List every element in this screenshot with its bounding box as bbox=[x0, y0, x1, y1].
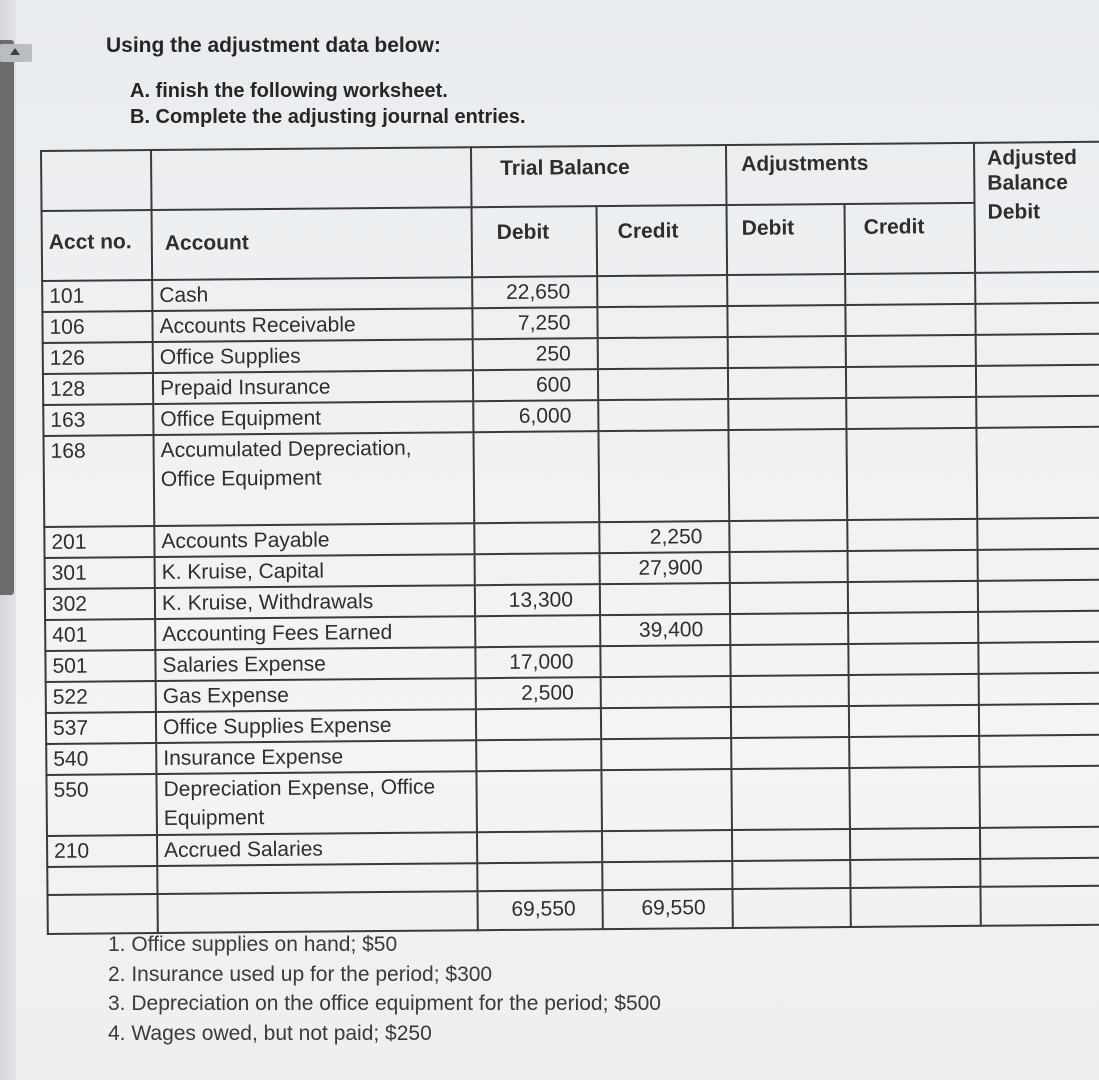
list-item: 2. Insurance used up for the period; $300 bbox=[108, 962, 493, 986]
tb-debit-cell[interactable] bbox=[475, 553, 600, 585]
totals-row bbox=[48, 886, 1099, 934]
table-row bbox=[43, 427, 1099, 527]
list-item: 1. Office supplies on hand; $50 bbox=[108, 933, 398, 956]
account-name-cell: Office Equipment bbox=[153, 401, 473, 435]
adj-credit-header: Credit bbox=[845, 203, 976, 274]
tb-debit-cell[interactable]: 600 bbox=[473, 369, 598, 401]
header-group-row bbox=[41, 142, 1099, 211]
adj-credit-cell[interactable] bbox=[849, 736, 979, 768]
adj-debit-cell[interactable] bbox=[731, 768, 850, 830]
adj-debit-cell[interactable] bbox=[730, 551, 848, 583]
adj-credit-cell[interactable] bbox=[846, 428, 977, 520]
atb-debit-cell[interactable] bbox=[978, 580, 1099, 612]
tb-debit-cell[interactable] bbox=[473, 431, 599, 523]
acct-no-cell: 128 bbox=[43, 373, 153, 405]
tb-debit-cell[interactable] bbox=[474, 522, 599, 554]
adj-credit-cell[interactable] bbox=[848, 581, 978, 613]
blank-cell[interactable] bbox=[732, 860, 850, 889]
adj-credit-cell[interactable] bbox=[845, 273, 975, 305]
account-name-cell: Office Supplies Expense bbox=[156, 709, 476, 743]
adj-credit-cell[interactable] bbox=[848, 643, 978, 675]
adj-debit-cell[interactable] bbox=[728, 336, 846, 368]
account-name-cell: Accrued Salaries bbox=[157, 832, 477, 866]
tb-debit-cell[interactable] bbox=[476, 739, 601, 771]
adj-debit-cell[interactable] bbox=[731, 706, 849, 738]
adj-credit-cell[interactable] bbox=[848, 612, 978, 644]
adjusted-debit-header: Debit bbox=[987, 200, 1041, 224]
acct-no-cell: 537 bbox=[46, 712, 156, 744]
list-item: 3. Depreciation on the office equipment for the period; $500 bbox=[108, 992, 661, 1015]
tb-credit-cell[interactable] bbox=[601, 769, 732, 831]
account-name-cell: Office Supplies bbox=[153, 339, 473, 373]
header-blank bbox=[41, 150, 152, 211]
tb-credit-cell[interactable] bbox=[601, 676, 731, 708]
tb-credit-cell[interactable]: 39,400 bbox=[600, 614, 730, 646]
acct-no-cell: 126 bbox=[43, 342, 153, 374]
adj-credit-total[interactable] bbox=[850, 887, 980, 927]
tb-credit-cell[interactable] bbox=[601, 738, 731, 770]
account-name-cell: Prepaid Insurance bbox=[153, 370, 473, 404]
list-item: 4. Wages owed, but not paid; $250 bbox=[108, 1021, 432, 1045]
header-column-row bbox=[42, 202, 1099, 281]
adj-debit-cell[interactable] bbox=[731, 675, 849, 707]
blank-cell[interactable] bbox=[477, 862, 602, 891]
tb-debit-total: 69,550 bbox=[477, 890, 602, 930]
acct-no-cell: 301 bbox=[45, 557, 155, 589]
tb-debit-cell[interactable]: 250 bbox=[473, 338, 598, 370]
adj-debit-cell[interactable] bbox=[730, 613, 848, 645]
account-name-cell: Accumulated Depreciation, Office Equipment bbox=[153, 432, 474, 526]
adj-debit-cell[interactable] bbox=[728, 398, 846, 430]
atb-debit-cell[interactable] bbox=[979, 673, 1099, 705]
account-header: Account bbox=[152, 207, 473, 280]
tb-credit-cell[interactable] bbox=[597, 275, 727, 307]
adj-debit-cell[interactable] bbox=[732, 829, 850, 861]
atb-debit-cell[interactable] bbox=[975, 272, 1099, 304]
adj-credit-cell[interactable] bbox=[846, 366, 976, 398]
adj-credit-cell[interactable] bbox=[845, 304, 975, 336]
blank-cell[interactable] bbox=[980, 858, 1099, 887]
adj-credit-cell[interactable] bbox=[849, 674, 979, 706]
account-name-cell: Accounts Payable bbox=[154, 523, 474, 557]
adjusted-balance-header bbox=[974, 142, 1099, 273]
atb-debit-cell[interactable] bbox=[976, 365, 1099, 397]
tb-credit-cell[interactable] bbox=[598, 430, 729, 522]
adj-credit-cell[interactable] bbox=[846, 397, 976, 429]
blank-cell[interactable] bbox=[850, 859, 980, 888]
blank-cell bbox=[157, 891, 477, 933]
tb-debit-cell[interactable] bbox=[475, 615, 600, 647]
adj-credit-cell[interactable] bbox=[846, 335, 976, 367]
adj-debit-cell[interactable] bbox=[731, 737, 849, 769]
tb-debit-cell[interactable]: 2,500 bbox=[476, 677, 601, 709]
acct-no-cell: 101 bbox=[42, 280, 152, 312]
tb-credit-cell[interactable] bbox=[600, 583, 730, 615]
account-name-cell: Accounts Receivable bbox=[152, 308, 472, 342]
account-name-cell: Accounting Fees Earned bbox=[155, 616, 475, 650]
tb-debit-cell[interactable] bbox=[476, 770, 602, 832]
adj-debit-cell[interactable] bbox=[729, 520, 847, 552]
tb-debit-cell[interactable]: 13,300 bbox=[475, 584, 600, 616]
acct-no-cell: 540 bbox=[46, 743, 156, 775]
tb-credit-cell[interactable] bbox=[602, 830, 732, 862]
blank-cell bbox=[48, 894, 158, 934]
adj-debit-cell[interactable] bbox=[730, 644, 848, 676]
account-name-cell: Depreciation Expense, Office Equipment bbox=[156, 771, 477, 835]
tb-debit-cell[interactable]: 7,250 bbox=[472, 307, 597, 339]
atb-debit-cell[interactable] bbox=[978, 549, 1099, 581]
adj-credit-cell[interactable] bbox=[849, 767, 980, 829]
atb-debit-cell[interactable] bbox=[976, 427, 1099, 519]
tb-credit-cell[interactable]: 2,250 bbox=[599, 521, 729, 553]
acct-no-cell: 168 bbox=[43, 435, 154, 527]
acct-no-cell: 401 bbox=[45, 619, 155, 651]
adj-credit-cell[interactable] bbox=[848, 550, 978, 582]
adj-debit-cell[interactable] bbox=[728, 367, 846, 399]
blank-cell[interactable] bbox=[602, 861, 732, 890]
instruction-part-b: B. Complete the adjusting journal entries. bbox=[130, 106, 526, 128]
account-name-cell: Salaries Expense bbox=[155, 647, 475, 681]
adj-credit-cell[interactable] bbox=[847, 519, 977, 551]
blank-cell bbox=[157, 863, 477, 894]
atb-debit-total[interactable] bbox=[980, 886, 1099, 926]
adjusted-balance-label: Adjusted Balance bbox=[987, 145, 1078, 195]
tb-credit-total: 69,550 bbox=[602, 889, 732, 929]
instruction-part-a: A. finish the following worksheet. bbox=[130, 80, 448, 102]
worksheet-table bbox=[40, 141, 1099, 935]
atb-debit-cell[interactable] bbox=[978, 611, 1099, 643]
adj-debit-header: Debit bbox=[727, 204, 846, 275]
trial-balance-header: Trial Balance bbox=[471, 145, 727, 207]
adj-debit-cell[interactable] bbox=[727, 305, 845, 337]
adj-credit-cell[interactable] bbox=[849, 705, 979, 737]
tb-credit-cell[interactable] bbox=[598, 399, 728, 431]
tb-credit-header: Credit bbox=[597, 205, 728, 276]
atb-debit-cell[interactable] bbox=[977, 518, 1099, 550]
tb-debit-cell[interactable]: 17,000 bbox=[475, 646, 600, 678]
blank-cell bbox=[47, 866, 157, 895]
tb-credit-cell[interactable] bbox=[598, 368, 728, 400]
tb-credit-cell[interactable]: 27,900 bbox=[600, 552, 730, 584]
acct-no-cell: 210 bbox=[47, 835, 157, 867]
adj-debit-cell[interactable] bbox=[730, 582, 848, 614]
tb-debit-cell[interactable] bbox=[477, 831, 602, 863]
tb-credit-cell[interactable] bbox=[597, 306, 727, 338]
account-name-cell: Gas Expense bbox=[156, 678, 476, 712]
adj-debit-cell[interactable] bbox=[727, 274, 845, 306]
tb-credit-cell[interactable] bbox=[598, 337, 728, 369]
acct-no-cell: 501 bbox=[45, 650, 155, 682]
acct-no-cell: 163 bbox=[43, 404, 153, 436]
acct-no-cell: 201 bbox=[44, 526, 154, 558]
tb-debit-header: Debit bbox=[472, 206, 598, 277]
acct-no-cell: 550 bbox=[46, 774, 157, 836]
account-name-cell: Insurance Expense bbox=[156, 740, 476, 774]
account-name-cell: K. Kruise, Withdrawals bbox=[155, 585, 475, 619]
adj-credit-cell[interactable] bbox=[850, 828, 980, 860]
tb-debit-cell[interactable]: 22,650 bbox=[472, 276, 597, 308]
acct-no-cell: 522 bbox=[46, 681, 156, 713]
acct-no-cell: 106 bbox=[42, 311, 152, 343]
acct-no-header: Acct no. bbox=[42, 210, 153, 281]
instructions-title: Using the adjustment data below: bbox=[106, 34, 441, 57]
adj-debit-total[interactable] bbox=[732, 888, 850, 928]
atb-debit-cell[interactable] bbox=[980, 827, 1099, 859]
account-name-cell: Cash bbox=[152, 277, 472, 311]
adjustment-data-list bbox=[108, 930, 661, 1048]
chevron-up-icon bbox=[10, 48, 20, 55]
atb-debit-cell[interactable] bbox=[975, 303, 1099, 335]
atb-debit-cell[interactable] bbox=[979, 766, 1099, 828]
tb-debit-cell[interactable]: 6,000 bbox=[473, 400, 598, 432]
account-name-cell: K. Kruise, Capital bbox=[155, 554, 475, 588]
atb-debit-cell[interactable] bbox=[979, 704, 1099, 736]
atb-debit-cell[interactable] bbox=[976, 396, 1099, 428]
tb-credit-cell[interactable] bbox=[600, 645, 730, 677]
atb-debit-cell[interactable] bbox=[978, 642, 1099, 674]
table-row bbox=[46, 766, 1099, 836]
header-blank bbox=[151, 147, 472, 210]
adjustments-header: Adjustments bbox=[726, 143, 975, 205]
scrollbar[interactable] bbox=[0, 40, 14, 595]
worksheet bbox=[40, 141, 1099, 921]
tb-debit-cell[interactable] bbox=[476, 708, 601, 740]
atb-debit-cell[interactable] bbox=[979, 735, 1099, 767]
adj-debit-cell[interactable] bbox=[728, 429, 847, 521]
atb-debit-cell[interactable] bbox=[976, 334, 1099, 366]
tb-credit-cell[interactable] bbox=[601, 707, 731, 739]
acct-no-cell: 302 bbox=[45, 588, 155, 620]
